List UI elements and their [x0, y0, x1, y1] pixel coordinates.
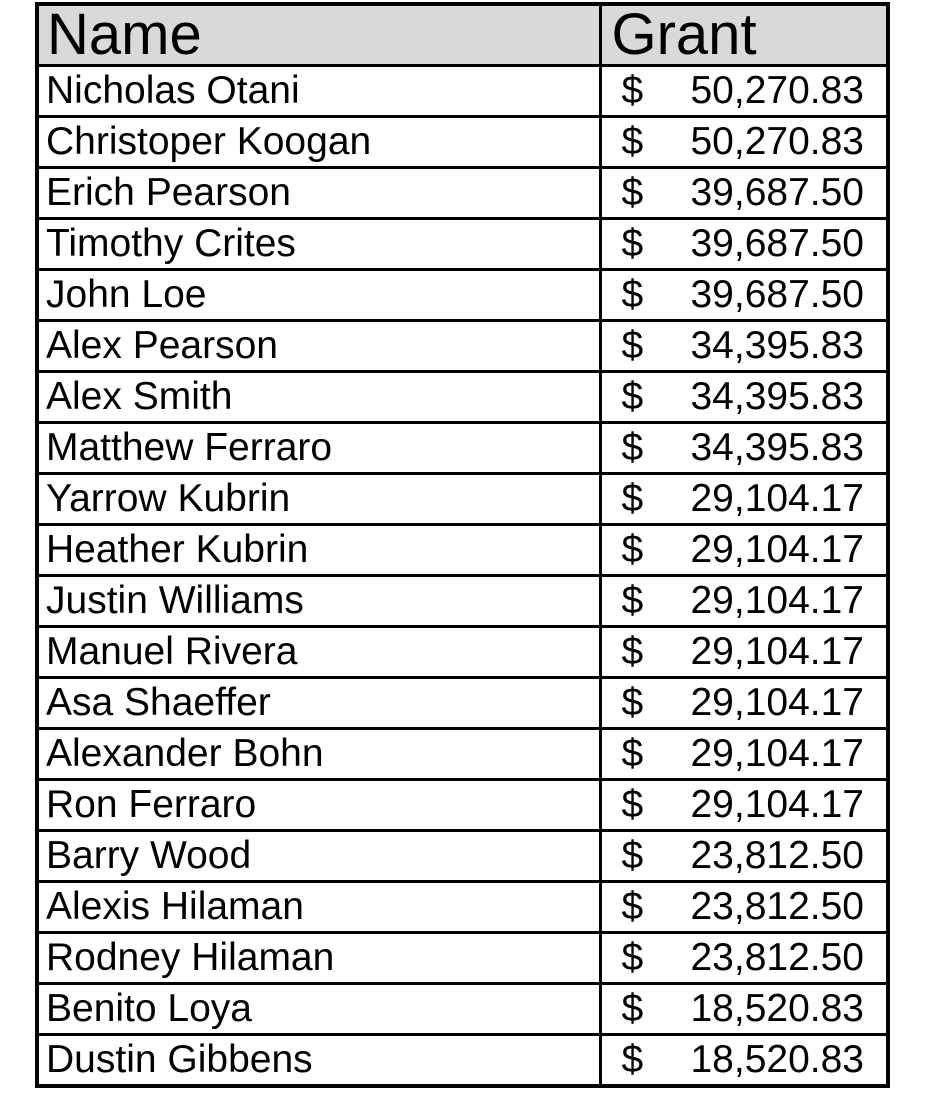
grant-amount: 29,104.17	[690, 783, 864, 826]
table-row	[37, 627, 888, 678]
grant-amount: 39,687.50	[690, 171, 864, 214]
grant-cell	[600, 576, 888, 627]
name-cell: Justin Williams	[37, 576, 600, 627]
table-row	[37, 831, 888, 882]
name-cell: Yarrow Kubrin	[37, 474, 600, 525]
grant-amount: 29,104.17	[690, 477, 864, 520]
name-cell: Alex Pearson	[37, 321, 600, 372]
table-row	[37, 321, 888, 372]
grant-amount: 29,104.17	[690, 579, 864, 622]
name-cell: Alexander Bohn	[37, 729, 600, 780]
grant-amount: 39,687.50	[690, 222, 864, 265]
currency-symbol: $	[621, 324, 644, 367]
currency-symbol: $	[621, 936, 644, 979]
table-row	[37, 423, 888, 474]
grant-column-header: Grant	[600, 4, 888, 66]
grant-cell	[600, 678, 888, 729]
name-cell: Asa Shaeffer	[37, 678, 600, 729]
currency-symbol: $	[621, 1038, 644, 1081]
name-cell: Manuel Rivera	[37, 627, 600, 678]
grant-table	[35, 2, 890, 1088]
currency-symbol: $	[621, 69, 644, 112]
grant-cell	[600, 219, 888, 270]
name-cell: Alex Smith	[37, 372, 600, 423]
currency-symbol: $	[621, 528, 644, 571]
currency-symbol: $	[621, 834, 644, 877]
grant-amount: 34,395.83	[690, 426, 864, 469]
grant-amount: 29,104.17	[690, 630, 864, 673]
grant-amount: 50,270.83	[690, 120, 864, 163]
table-row	[37, 117, 888, 168]
name-cell: Timothy Crites	[37, 219, 600, 270]
table-row	[37, 729, 888, 780]
grant-cell	[600, 1035, 888, 1087]
grant-amount: 23,812.50	[690, 936, 864, 979]
table-row	[37, 474, 888, 525]
currency-symbol: $	[621, 375, 644, 418]
grant-amount: 18,520.83	[690, 987, 864, 1030]
table-row	[37, 219, 888, 270]
name-cell: John Loe	[37, 270, 600, 321]
currency-symbol: $	[621, 477, 644, 520]
grant-cell	[600, 729, 888, 780]
currency-symbol: $	[621, 579, 644, 622]
grant-amount: 23,812.50	[690, 834, 864, 877]
name-cell: Nicholas Otani	[37, 66, 600, 117]
currency-symbol: $	[621, 630, 644, 673]
grant-amount: 23,812.50	[690, 885, 864, 928]
grant-amount: 18,520.83	[690, 1038, 864, 1081]
grant-amount: 39,687.50	[690, 273, 864, 316]
name-cell: Rodney Hilaman	[37, 933, 600, 984]
grant-cell	[600, 882, 888, 933]
grant-amount: 34,395.83	[690, 375, 864, 418]
grant-amount: 34,395.83	[690, 324, 864, 367]
currency-symbol: $	[621, 222, 644, 265]
currency-symbol: $	[621, 885, 644, 928]
grant-cell	[600, 423, 888, 474]
currency-symbol: $	[621, 732, 644, 775]
grant-amount: 29,104.17	[690, 681, 864, 724]
table-row	[37, 882, 888, 933]
name-cell: Alexis Hilaman	[37, 882, 600, 933]
table-body	[37, 66, 888, 1087]
table-row	[37, 66, 888, 117]
grant-cell	[600, 270, 888, 321]
currency-symbol: $	[621, 426, 644, 469]
table-row	[37, 933, 888, 984]
grant-cell	[600, 372, 888, 423]
table-row	[37, 525, 888, 576]
table-row	[37, 372, 888, 423]
name-cell: Erich Pearson	[37, 168, 600, 219]
currency-symbol: $	[621, 120, 644, 163]
name-cell: Christoper Koogan	[37, 117, 600, 168]
grant-cell	[600, 168, 888, 219]
grant-cell	[600, 933, 888, 984]
grant-cell	[600, 627, 888, 678]
currency-symbol: $	[621, 273, 644, 316]
grant-cell	[600, 321, 888, 372]
grant-cell	[600, 525, 888, 576]
table-row	[37, 576, 888, 627]
table-row	[37, 1035, 888, 1087]
currency-symbol: $	[621, 987, 644, 1030]
table-row	[37, 984, 888, 1035]
grant-cell	[600, 831, 888, 882]
grant-cell	[600, 66, 888, 117]
name-cell: Benito Loya	[37, 984, 600, 1035]
currency-symbol: $	[621, 681, 644, 724]
table-header	[37, 4, 888, 66]
grant-cell	[600, 117, 888, 168]
name-cell: Ron Ferraro	[37, 780, 600, 831]
table-row	[37, 678, 888, 729]
name-cell: Matthew Ferraro	[37, 423, 600, 474]
grant-amount: 29,104.17	[690, 732, 864, 775]
name-cell: Dustin Gibbens	[37, 1035, 600, 1087]
table-row	[37, 168, 888, 219]
grant-amount: 29,104.17	[690, 528, 864, 571]
table-row	[37, 270, 888, 321]
currency-symbol: $	[621, 783, 644, 826]
currency-symbol: $	[621, 171, 644, 214]
grant-cell	[600, 474, 888, 525]
name-column-header: Name	[37, 4, 600, 66]
grant-cell	[600, 780, 888, 831]
name-cell: Heather Kubrin	[37, 525, 600, 576]
grant-amount: 50,270.83	[690, 69, 864, 112]
grant-cell	[600, 984, 888, 1035]
header-row	[37, 4, 888, 66]
table-row	[37, 780, 888, 831]
name-cell: Barry Wood	[37, 831, 600, 882]
